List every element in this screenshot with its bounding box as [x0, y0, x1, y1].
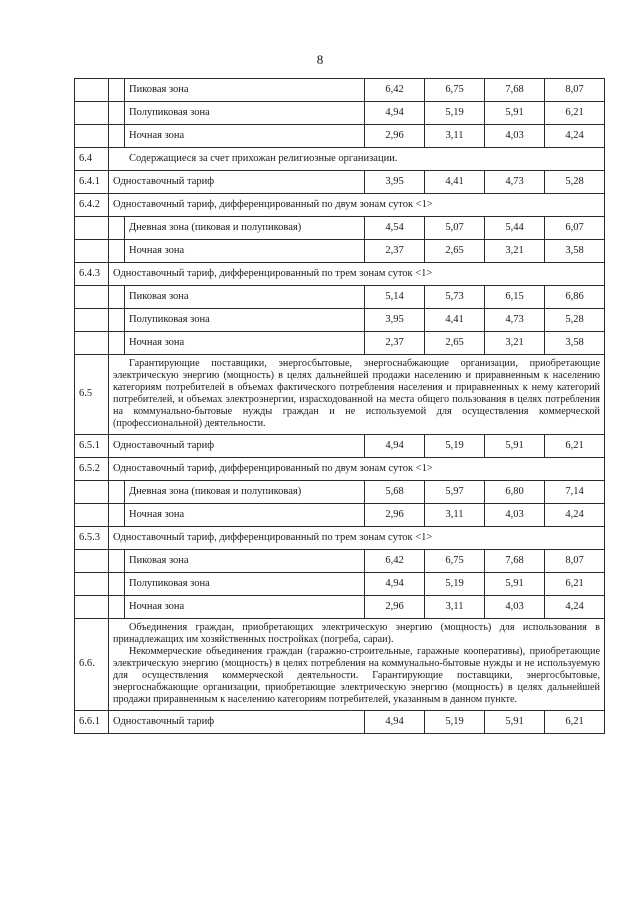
table-row: [75, 79, 605, 102]
section-title: Одноставочный тариф, дифференцированный по двум зонам суток <1>: [109, 194, 605, 217]
value-cell: 3,21: [485, 332, 545, 355]
section-number: 6.5.3: [75, 527, 109, 550]
value-cell: 6,21: [545, 435, 605, 458]
value-cell: 3,11: [425, 125, 485, 148]
value-cell: 5,14: [365, 286, 425, 309]
section-row: [75, 148, 605, 171]
section-row: [75, 194, 605, 217]
table-row: [75, 286, 605, 309]
value-cell: 2,65: [425, 332, 485, 355]
value-cell: 6,21: [545, 102, 605, 125]
row-label: Ночная зона: [125, 332, 365, 355]
value-cell: 4,94: [365, 573, 425, 596]
value-cell: 5,68: [365, 481, 425, 504]
value-cell: 5,91: [485, 711, 545, 734]
value-cell: 6,15: [485, 286, 545, 309]
value-cell: 3,11: [425, 504, 485, 527]
value-cell: 5,19: [425, 435, 485, 458]
table-row: [75, 596, 605, 619]
value-cell: 4,24: [545, 125, 605, 148]
value-cell: 6,86: [545, 286, 605, 309]
value-cell: 5,97: [425, 481, 485, 504]
section-row: [75, 527, 605, 550]
value-cell: 4,94: [365, 435, 425, 458]
section-row: [75, 355, 605, 435]
value-cell: 6,21: [545, 573, 605, 596]
value-cell: 5,91: [485, 435, 545, 458]
value-cell: 8,07: [545, 550, 605, 573]
value-cell: 7,14: [545, 481, 605, 504]
row-label: Ночная зона: [125, 240, 365, 263]
value-cell: 6,42: [365, 550, 425, 573]
value-cell: 6,21: [545, 711, 605, 734]
section-row: [75, 458, 605, 481]
table-row: [75, 332, 605, 355]
table-row: [75, 435, 605, 458]
table-row: [75, 504, 605, 527]
value-cell: 2,96: [365, 504, 425, 527]
value-cell: 5,73: [425, 286, 485, 309]
row-label: Полупиковая зона: [125, 309, 365, 332]
value-cell: 3,58: [545, 240, 605, 263]
row-label: Одноставочный тариф: [109, 435, 365, 458]
table-row: [75, 217, 605, 240]
row-label: Ночная зона: [125, 504, 365, 527]
value-cell: 3,21: [485, 240, 545, 263]
section-number: 6.6.: [75, 619, 109, 711]
section-number: 6.5: [75, 355, 109, 435]
value-cell: 5,44: [485, 217, 545, 240]
tariff-table: [74, 78, 605, 734]
table-row: [75, 309, 605, 332]
section-title: Одноставочный тариф, дифференцированный по трем зонам суток <1>: [109, 527, 605, 550]
section-row: [75, 619, 605, 711]
section-description: Объединения граждан, приобретающих электрическую энергию (мощность) для использования в принадлежащих им хозяйственных постройках (погреба, сараи).: [113, 622, 600, 645]
value-cell: 5,19: [425, 573, 485, 596]
value-cell: 4,24: [545, 596, 605, 619]
value-cell: 4,24: [545, 504, 605, 527]
table-row: [75, 125, 605, 148]
row-label: Пиковая зона: [125, 550, 365, 573]
table-row: [75, 102, 605, 125]
value-cell: 2,96: [365, 125, 425, 148]
section-number: 6.6.1: [75, 711, 109, 734]
value-cell: 2,37: [365, 240, 425, 263]
value-cell: 5,19: [425, 102, 485, 125]
table-row: [75, 171, 605, 194]
section-number: 6.5.2: [75, 458, 109, 481]
row-label: Одноставочный тариф: [109, 171, 365, 194]
value-cell: 2,37: [365, 332, 425, 355]
table-row: [75, 481, 605, 504]
value-cell: 3,58: [545, 332, 605, 355]
value-cell: 4,03: [485, 596, 545, 619]
section-number: 6.5.1: [75, 435, 109, 458]
section-row: [75, 263, 605, 286]
value-cell: 2,65: [425, 240, 485, 263]
value-cell: 8,07: [545, 79, 605, 102]
row-label: Ночная зона: [125, 596, 365, 619]
value-cell: 4,73: [485, 171, 545, 194]
value-cell: 4,03: [485, 125, 545, 148]
value-cell: 4,41: [425, 309, 485, 332]
row-label: Одноставочный тариф: [109, 711, 365, 734]
page-number: 8: [316, 52, 324, 67]
row-label: Полупиковая зона: [125, 573, 365, 596]
value-cell: 3,95: [365, 309, 425, 332]
value-cell: 5,19: [425, 711, 485, 734]
value-cell: 4,54: [365, 217, 425, 240]
section-number: 6.4: [75, 148, 109, 171]
value-cell: 3,95: [365, 171, 425, 194]
value-cell: 6,42: [365, 79, 425, 102]
value-cell: 7,68: [485, 79, 545, 102]
value-cell: 5,91: [485, 573, 545, 596]
value-cell: 2,96: [365, 596, 425, 619]
value-cell: 5,28: [545, 171, 605, 194]
row-label: Полупиковая зона: [125, 102, 365, 125]
value-cell: 7,68: [485, 550, 545, 573]
value-cell: 4,94: [365, 711, 425, 734]
section-description: Гарантирующие поставщики, энергосбытовые, энергоснабжающие организации, приобретающие электрическую энергию (мощность) в целях дальнейшей продажи населению и приравненным к населению категориям потребителей в объемах фактического потребления населения и приравненных к нему категорий потребителей, и объемах электроэнергии, израсходованной на места общего пользования в целях потребления на коммунально-бытовые нужды граждан и не используемой для осуществления коммерческой (профессиональной) деятельности.: [113, 358, 600, 429]
value-cell: 6,07: [545, 217, 605, 240]
row-label: Дневная зона (пиковая и полупиковая): [125, 481, 365, 504]
section-number: 6.4.1: [75, 171, 109, 194]
row-label: Пиковая зона: [125, 286, 365, 309]
value-cell: 5,91: [485, 102, 545, 125]
section-title: Содержащиеся за счет прихожан религиозные организации.: [109, 148, 605, 171]
value-cell: 4,94: [365, 102, 425, 125]
row-label: Дневная зона (пиковая и полупиковая): [125, 217, 365, 240]
value-cell: 6,75: [425, 550, 485, 573]
section-number: 6.4.3: [75, 263, 109, 286]
value-cell: 4,73: [485, 309, 545, 332]
value-cell: 6,75: [425, 79, 485, 102]
value-cell: 5,07: [425, 217, 485, 240]
table-row: [75, 573, 605, 596]
section-title: Одноставочный тариф, дифференцированный по трем зонам суток <1>: [109, 263, 605, 286]
section-description-2: Некоммерческие объединения граждан (гаражно-строительные, гаражные кооперативы), приобретающие электрическую энергию (мощность) в целях потребления на коммунально-бытовые нужды и не используемую для осуществления коммерческой деятельности. Гарантирующие поставщики, энергосбытовые, энергоснабжающие организации, приобретающие электрическую энергию (мощность) в целях дальнейшей продажи приравненным к населению категориям потребителей, указанным в данном пункте.: [113, 646, 600, 705]
value-cell: 3,11: [425, 596, 485, 619]
section-title: Одноставочный тариф, дифференцированный по двум зонам суток <1>: [109, 458, 605, 481]
row-label: Пиковая зона: [125, 79, 365, 102]
value-cell: 6,80: [485, 481, 545, 504]
section-number: 6.4.2: [75, 194, 109, 217]
table-row: [75, 240, 605, 263]
table-row: [75, 711, 605, 734]
value-cell: 5,28: [545, 309, 605, 332]
value-cell: 4,41: [425, 171, 485, 194]
value-cell: 4,03: [485, 504, 545, 527]
row-label: Ночная зона: [125, 125, 365, 148]
table-row: [75, 550, 605, 573]
